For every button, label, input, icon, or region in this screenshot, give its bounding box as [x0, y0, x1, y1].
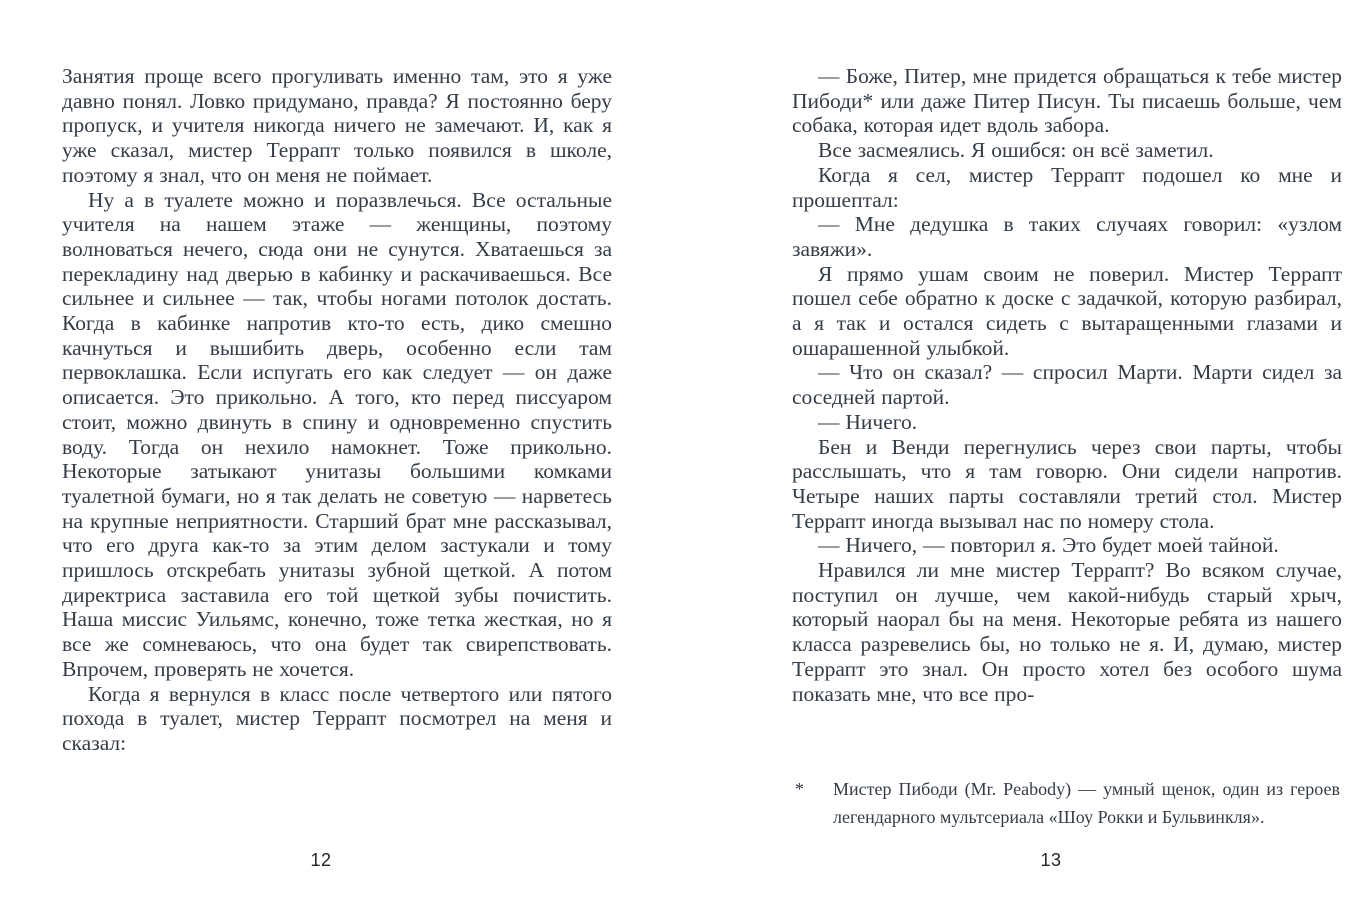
page-left: [62, 64, 612, 756]
paragraph: Когда я сел, мистер Террапт подошел ко мне и прошептал:: [792, 162, 1342, 212]
paragraph: — Ничего.: [818, 409, 918, 434]
paragraph: Бен и Венди перегнулись через свои парты, чтобы расслышать, что я там говорю. Они сидели напротив. Четыре наших парты составляли третий стол. Мистер Террапт иногда вызывал нас по номеру стола.: [792, 434, 1342, 533]
paragraph: — Боже, Питер, мне придется обращаться к тебе мистер Пибоди* или даже Питер Писун. Ты писаешь больше, чем собака, которая идет вдоль забора.: [792, 64, 1342, 138]
paragraph: Я прямо ушам своим не поверил. Мистер Террапт пошел себе обратно к доске с задачкой, которую разбирал, а я так и остался сидеть с вытаращенными глазами и ошарашенной улыбкой.: [792, 261, 1342, 360]
paragraph: Нравился ли мне мистер Террапт? Во всяком случае, поступил он лучше, чем какой-нибудь старый хрыч, который наорал бы на меня. Некоторые ребята из нашего класса разревелись бы, но только не я. И, думаю, мистер Террапт это знал. Он просто хотел без особого шума показать мне, что все про-: [792, 558, 1342, 706]
footnote: [792, 776, 1340, 831]
page-number-left: 12: [310, 850, 332, 870]
paragraph: — Мне дедушка в таких случаях говорил: «узлом завяжи».: [792, 212, 1342, 261]
footnote-text: Мистер Пибоди (Mr. Peabody) — умный щенок, один из героев легендарного мультсериала «Шоу Рокки и Бульвинкля».: [833, 779, 1340, 827]
paragraph: Ну а в туалете можно и поразвлечься. Все остальные учителя на нашем этаже — женщины, поэтому волноваться нечего, сюда они не сунутся. Хватаешься за перекладину над дверью в кабинку и раскачиваешься. Все сильнее и сильнее — так, чтобы ногами потолок достать. Когда в кабинке напротив кто-то есть, дико смешно качнуться и вышибить дверь, особенно если там первоклашка. Если испугать его как следует — он даже описается. Это прикольно. А того, кто перед писсуаром стоит, можно двинуть в спину и одновременно спустить воду. Тогда он нехило намокнет. Тоже прикольно. Некоторые затыкают унитазы большими комками туалетной бумаги, но я так делать не советую — нарветесь на крупные неприятности. Старший брат мне рассказывал, что его друга как-то за этим делом застукали и тому пришлось отскребать унитазы зубной щеткой. А потом директриса заставила его той щеткой зубы почистить. Наша миссис Уильямс, конечно, тоже тетка жесткая, но я все же сомневаюсь, что она будет так свирепствовать. Впрочем, проверять не хочется.: [62, 187, 612, 681]
paragraph: — Что он сказал? — спросил Марти. Марти сидел за соседней партой.: [792, 360, 1342, 410]
page-right: [792, 64, 1342, 827]
paragraph: Занятия проще всего прогуливать именно там, это я уже давно понял. Ловко придумано, правда? Я постоянно беру пропуск, и учителя никогда ничего не замечают. И, как я уже сказал, мистер Террапт только появился в школе, поэтому я знал, что он меня не поймает.: [62, 64, 612, 187]
paragraph: Когда я вернулся в класс после четвертого или пятого похода в туалет, мистер Террапт посмотрел на меня и сказал:: [62, 681, 612, 755]
footnote-marker: *: [795, 779, 804, 799]
paragraph: — Ничего, — повторил я. Это будет моей тайной.: [818, 533, 1279, 558]
page-number-right: 13: [1040, 850, 1062, 870]
paragraph: Все засмеялись. Я ошибся: он всё заметил.: [818, 138, 1214, 163]
